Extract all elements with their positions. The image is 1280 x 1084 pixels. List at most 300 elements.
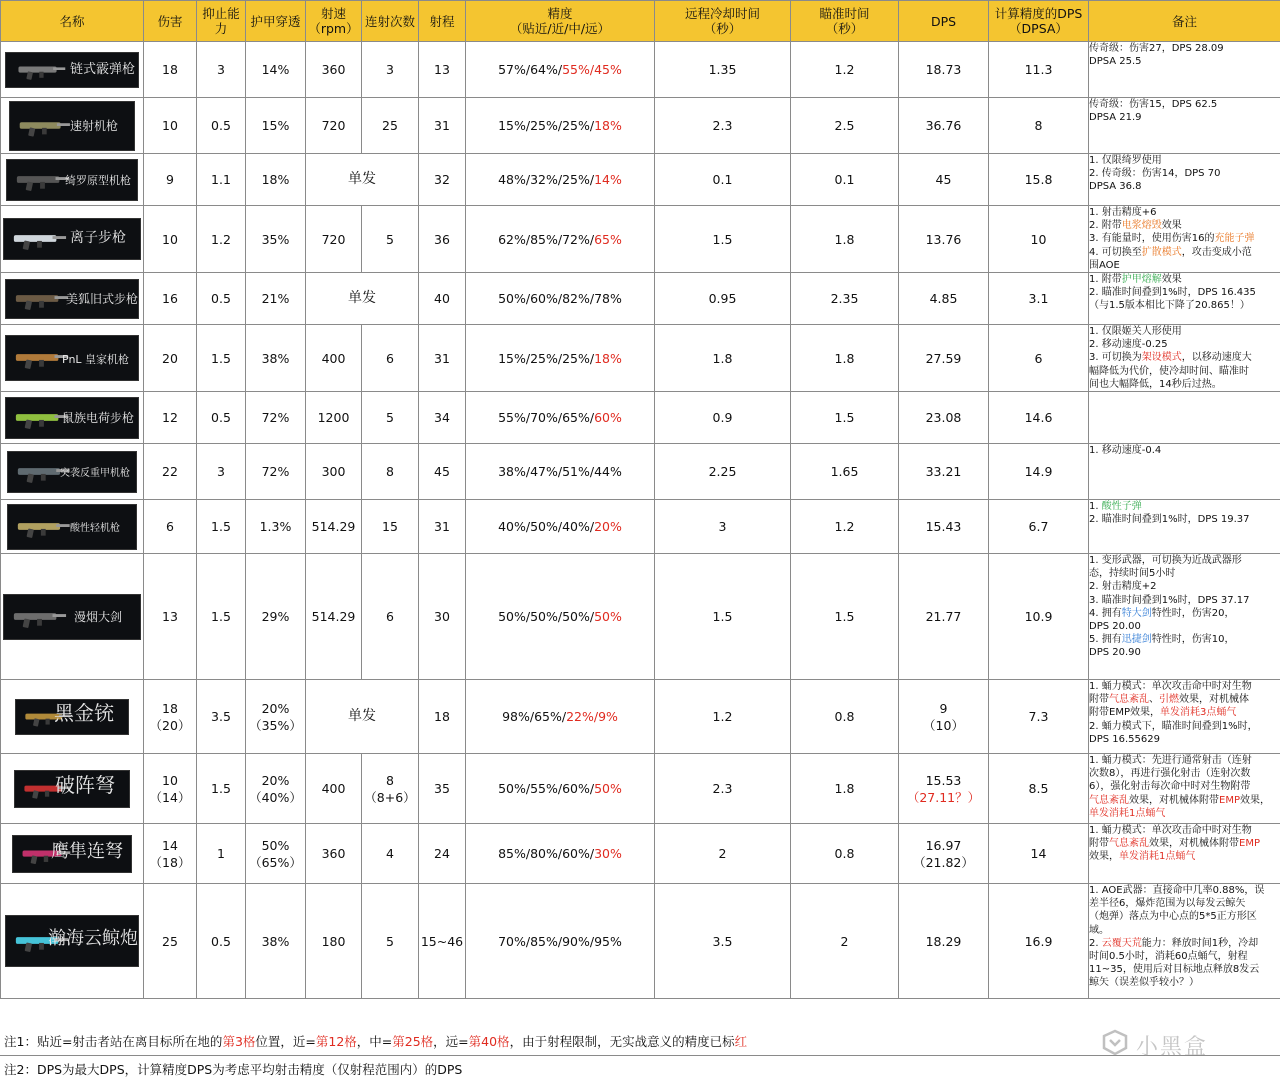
remark-line: 幅降低为代价，使冷却时间、瞄准时: [1089, 365, 1249, 377]
remark-line: 4. 拥有特大剑特性时，伤害20，: [1089, 607, 1235, 619]
aim-cell: [791, 42, 899, 98]
dps-cell-value: 36.76: [925, 118, 962, 133]
header-cooldown-title: 远程冷却时间: [684, 6, 760, 21]
dpsa-cell: [989, 206, 1089, 273]
rate-cell: [306, 884, 362, 999]
cooldown-cell: [655, 392, 791, 444]
dps-cell: [899, 273, 989, 325]
remark-cell: [1089, 392, 1280, 444]
dps-cell: [899, 500, 989, 554]
burst-cell-value: 6: [386, 609, 394, 625]
burst-cell: [362, 754, 419, 824]
aim-cell: [791, 680, 899, 754]
cooldown-cell-value: 3.5: [712, 933, 733, 949]
aim-cell-value: 1.5: [834, 609, 855, 625]
armor-cell: [246, 98, 306, 154]
range-cell: [419, 754, 466, 824]
damage-cell: [144, 206, 197, 273]
armor-cell-alt: （35%）: [249, 717, 302, 733]
remark-line: DPSA 21.9: [1089, 112, 1142, 124]
dps-cell: [899, 98, 989, 154]
weapon-image-cell: [1, 754, 144, 824]
dps-cell: [899, 754, 989, 824]
remark-line: 间也大幅降低，14秒后过热。: [1089, 378, 1222, 390]
accuracy-cell: 40%/50%/40%/20%: [466, 500, 655, 554]
remark-cell: [1089, 325, 1280, 392]
remark-line: 5. 拥有迅捷剑特性时，伤害10，: [1089, 634, 1235, 646]
remark-line: 效果，单发消耗1点蛹气: [1089, 851, 1196, 863]
armor-cell: [246, 680, 306, 754]
stopping-cell-value: 0.5: [211, 291, 231, 307]
damage-cell: [144, 273, 197, 325]
remark-line: 1. 酸性子弹: [1089, 501, 1142, 513]
stopping-cell: [197, 554, 246, 680]
stopping-cell-value: 1.5: [211, 350, 231, 366]
remark-line: 2. 蛹力模式下，瞄准时间叠到1%时，: [1089, 720, 1258, 732]
weapon-image: [3, 594, 141, 640]
remark-line: 围AOE: [1089, 259, 1120, 271]
armor-cell: [246, 42, 306, 98]
armor-cell: [246, 206, 306, 273]
table-row: [1, 680, 1280, 754]
range-cell-value: 31: [434, 519, 450, 535]
header-rate-title: 射速: [320, 6, 346, 21]
burst-cell: [362, 884, 419, 999]
dps-cell: [899, 680, 989, 754]
burst-cell: [362, 392, 419, 444]
remark-line: 1. 蛹力模式：单次攻击命中时对生物: [1089, 825, 1252, 837]
armor-cell-value: 1.3%: [259, 519, 292, 535]
dps-cell: [899, 444, 989, 500]
aim-cell-value: 1.8: [834, 231, 855, 247]
stopping-cell: [197, 325, 246, 392]
accuracy-cell: 55%/70%/65%/60%: [466, 392, 655, 444]
damage-cell-value: 10: [162, 772, 178, 788]
remark-line: 附带气息紊乱效果，对机械体附带EMP: [1089, 838, 1260, 850]
cooldown-cell: [655, 680, 791, 754]
dps-cell-alt: （10）: [923, 717, 964, 733]
dpsa-cell-value: 8.5: [1028, 781, 1049, 797]
range-cell: [419, 154, 466, 206]
stopping-cell: [197, 444, 246, 500]
dps-cell-value: 33.21: [925, 464, 962, 480]
remark-line: 传奇级：伤害15，DPS 62.5: [1089, 99, 1218, 110]
cooldown-cell: [655, 325, 791, 392]
remark-cell: [1089, 884, 1280, 999]
aim-cell: [791, 824, 899, 884]
dps-cell-value: 9: [939, 700, 948, 716]
rate-cell-value: 514.29: [311, 519, 356, 535]
rate-cell: [306, 554, 362, 680]
footnote-2: [0, 1057, 1280, 1084]
stopping-cell-value: 1.5: [211, 609, 231, 625]
cooldown-cell-value: 0.1: [712, 172, 733, 187]
footnote-1-text: 注1：贴近=射击者站在离目标所在地的第3格位置，近=第12格，中=第25格，远=第40格，由于射程限制，无实战意义的精度已标红: [4, 1034, 748, 1049]
burst-cell: [362, 206, 419, 273]
remark-cell: [1089, 754, 1280, 824]
remark-line: 11~35，使用后对目标地点释放8发云: [1089, 964, 1260, 976]
stopping-cell: [197, 98, 246, 154]
table-row: [1, 206, 1280, 273]
damage-cell: [144, 42, 197, 98]
remark-line: 6），强化射击每次命中时对生物附带: [1089, 781, 1251, 793]
dps-cell: [899, 42, 989, 98]
aim-cell: [791, 273, 899, 325]
weapon-name: 美狐旧式步枪: [66, 291, 139, 306]
burst-cell-value: 15: [382, 519, 398, 535]
range-cell-value: 18: [434, 709, 450, 725]
weapon-image-cell: [1, 884, 144, 999]
weapon-image-cell: [1, 824, 144, 884]
cooldown-cell-value: 2.3: [712, 118, 733, 133]
weapon-image-cell: [1, 392, 144, 444]
range-cell-value: 36: [434, 231, 450, 247]
header-aim: [791, 1, 899, 42]
dpsa-cell-value: 11.3: [1024, 62, 1053, 77]
burst-cell-alt: （8+6）: [364, 789, 416, 805]
remark-line: 2. 瞄准时间叠到1%时，DPS 19.37: [1089, 514, 1250, 526]
remark-line: 1. 变形武器，可切换为近战武器形: [1089, 555, 1242, 567]
cooldown-cell-value: 1.8: [712, 350, 733, 366]
cooldown-cell-value: 2.3: [712, 781, 733, 797]
rate-cell-value: 720: [321, 231, 346, 247]
remark-line: 态，持续时间5小时: [1089, 568, 1176, 580]
dpsa-cell: [989, 824, 1089, 884]
footnote-2-text: 注2：DPS为最大DPS，计算精度DPS为考虑平均射击精度（仅射程范围内）的DPS: [4, 1062, 463, 1077]
range-cell-value: 13: [434, 62, 450, 77]
damage-cell-alt: （20）: [149, 717, 191, 733]
remark-line: DPS 20.00: [1089, 621, 1141, 633]
armor-cell-alt: （40%）: [249, 789, 302, 805]
range-cell-value: 34: [434, 410, 450, 426]
range-cell-value: 40: [434, 291, 450, 307]
remark-cell: [1089, 154, 1280, 206]
remark-cell: [1089, 824, 1280, 884]
burst-cell: [362, 554, 419, 680]
remark-line: 附带EMP效果，单发消耗3点蛹气: [1089, 707, 1237, 719]
dpsa-cell: [989, 154, 1089, 206]
remark-line: 3. 瞄准时间叠到1%时，DPS 37.17: [1089, 594, 1250, 606]
aim-cell-value: 2.35: [830, 291, 859, 307]
aim-cell: [791, 554, 899, 680]
range-cell: [419, 824, 466, 884]
armor-cell: [246, 273, 306, 325]
weapon-name: 鹰隼连弩: [51, 840, 123, 862]
dps-cell: [899, 154, 989, 206]
remark-line: 附带气息紊乱、引燃效果，对机械体: [1089, 694, 1249, 706]
table-row: [1, 500, 1280, 554]
damage-cell: [144, 500, 197, 554]
remark-line: 2. 附带电浆熔毁效果: [1089, 220, 1182, 232]
range-cell-value: 35: [434, 781, 450, 797]
burst-cell-value: 6: [386, 350, 394, 366]
damage-cell-value: 9: [166, 172, 174, 187]
cooldown-cell: [655, 273, 791, 325]
aim-cell: [791, 884, 899, 999]
remark-line: （与1.5版本相比下降了20.865！）: [1089, 300, 1250, 312]
dps-cell-value: 45: [935, 172, 952, 187]
aim-cell-value: 1.2: [834, 62, 855, 77]
rate-cell-value: 180: [321, 933, 346, 949]
stopping-cell-value: 3: [217, 464, 225, 480]
header-damage: 伤害: [144, 1, 197, 42]
weapon-image: [5, 52, 139, 88]
range-cell: [419, 392, 466, 444]
cooldown-cell-value: 1.2: [712, 709, 733, 725]
aim-cell-value: 1.5: [834, 410, 855, 426]
remark-line: （炮弹）落点为中心点的5*5正方形区: [1089, 911, 1257, 923]
burst-cell-value: 5: [386, 410, 394, 426]
weapon-image: [5, 335, 139, 381]
dps-cell-alt: （21.82）: [913, 854, 974, 870]
dpsa-cell-value: 6.7: [1028, 519, 1049, 535]
dpsa-cell: [989, 273, 1089, 325]
damage-cell: [144, 554, 197, 680]
rate-cell-value: 300: [321, 464, 346, 480]
dps-cell: [899, 824, 989, 884]
burst-cell-value: 25: [382, 118, 398, 133]
remark-line: 时间0.5小时，消耗60点蛹气，射程: [1089, 951, 1248, 963]
stopping-cell-value: 1.2: [211, 231, 231, 247]
stopping-cell-value: 3: [217, 62, 225, 77]
header-row: [1, 1, 1280, 42]
weapon-image: [15, 699, 129, 735]
remark-line: 1. 仅限姬关人形使用: [1089, 326, 1182, 338]
armor-cell-value: 38%: [261, 933, 290, 949]
header-accuracy-title: 精度: [547, 6, 573, 21]
weapon-name: 黑金铳: [54, 700, 114, 725]
weapon-image: [14, 770, 130, 808]
dpsa-cell: [989, 884, 1089, 999]
remark-cell: [1089, 444, 1280, 500]
dps-cell-value: 18.29: [925, 933, 962, 949]
burst-cell: [362, 824, 419, 884]
range-cell: [419, 206, 466, 273]
aim-cell: [791, 98, 899, 154]
stopping-cell-value: 3.5: [211, 709, 231, 725]
accuracy-cell: 38%/47%/51%/44%: [466, 444, 655, 500]
armor-cell-value: 29%: [261, 609, 290, 625]
dps-cell-value: 21.77: [925, 609, 962, 625]
header-rate: [306, 1, 362, 42]
armor-cell-value: 20%: [261, 772, 290, 788]
rate-cell: [306, 392, 362, 444]
cooldown-cell-value: 1.5: [712, 609, 733, 625]
accuracy-cell: 62%/85%/72%/65%: [466, 206, 655, 273]
rate-cell: [306, 500, 362, 554]
range-cell-value: 30: [434, 609, 450, 625]
range-cell-value: 32: [434, 172, 450, 187]
watermark-text: 小黑盒: [1136, 1035, 1209, 1060]
rate-cell: [306, 824, 362, 884]
table-row: [1, 42, 1280, 98]
header-burst: 连射次数: [362, 1, 419, 42]
cooldown-cell: [655, 884, 791, 999]
armor-cell-value: 72%: [261, 410, 290, 426]
remark-line: DPSA 36.8: [1089, 181, 1142, 193]
remark-line: 1. 附带护甲熔解效果: [1089, 274, 1182, 286]
header-dpsa-unit: （DPSA）: [1009, 21, 1068, 36]
weapon-image: [7, 504, 137, 550]
remark-line: 1. 蛹力模式：单次攻击命中时对生物: [1089, 681, 1252, 693]
stopping-cell: [197, 680, 246, 754]
armor-cell-value: 21%: [261, 291, 290, 307]
armor-cell: [246, 754, 306, 824]
dpsa-cell: [989, 754, 1089, 824]
weapon-image-cell: [1, 444, 144, 500]
smoke-greatsword-icon: [10, 599, 68, 635]
rate-cell-value: 400: [321, 350, 346, 366]
armor-cell-value: 35%: [261, 231, 290, 247]
table-row: [1, 325, 1280, 392]
prototype-mg-icon: [13, 164, 71, 196]
armor-cell-value: 20%: [261, 700, 290, 716]
range-cell: [419, 554, 466, 680]
stopping-cell: [197, 42, 246, 98]
damage-cell-value: 25: [162, 933, 178, 949]
aim-cell-value: 0.8: [834, 709, 855, 725]
dpsa-cell-value: 10: [1030, 231, 1047, 247]
cooldown-cell-value: 1.5: [712, 231, 733, 247]
aim-cell-value: 0.8: [834, 846, 855, 862]
weapon-image-cell: [1, 42, 144, 98]
cooldown-cell: [655, 554, 791, 680]
damage-cell: [144, 325, 197, 392]
accuracy-cell: 48%/32%/25%/14%: [466, 154, 655, 206]
damage-cell-alt: （18）: [149, 854, 191, 870]
dpsa-cell: [989, 325, 1089, 392]
dpsa-cell: [989, 42, 1089, 98]
armor-cell: [246, 154, 306, 206]
remark-line: 差半径6，爆炸范围为以每发云鲸矢: [1089, 898, 1246, 910]
remark-cell: [1089, 500, 1280, 554]
accuracy-cell: 50%/55%/60%/50%: [466, 754, 655, 824]
remark-line: 域。: [1089, 924, 1109, 936]
armor-cell: [246, 444, 306, 500]
weapon-name: PnL 皇家机枪: [62, 352, 130, 366]
dpsa-cell: [989, 554, 1089, 680]
accuracy-cell: 15%/25%/25%/18%: [466, 325, 655, 392]
weapon-image: [5, 279, 139, 319]
cooldown-cell: [655, 154, 791, 206]
remark-cell: [1089, 42, 1280, 98]
header-aim-title: 瞄准时间: [819, 6, 870, 21]
aim-cell-value: 1.2: [834, 519, 855, 535]
remark-line: DPS 16.55629: [1089, 733, 1160, 745]
header-accuracy: [466, 1, 655, 42]
damage-cell-value: 18: [162, 62, 178, 77]
rate-cell-value: 514.29: [311, 609, 356, 625]
range-cell: [419, 98, 466, 154]
burst-cell: [362, 98, 419, 154]
dps-cell: [899, 325, 989, 392]
weapon-image-cell: [1, 273, 144, 325]
aim-cell: [791, 754, 899, 824]
footnote-1: [0, 1028, 1280, 1056]
header-cooldown: [655, 1, 791, 42]
weapon-name: 链式霰弹枪: [70, 62, 136, 77]
dpsa-cell: [989, 680, 1089, 754]
dps-cell-value: 23.08: [925, 410, 962, 426]
burst-cell-value: 8: [386, 772, 394, 788]
weapon-image-cell: [1, 554, 144, 680]
remark-line: 2. 移动速度-0.25: [1089, 339, 1168, 351]
armor-cell: [246, 392, 306, 444]
damage-cell-value: 18: [162, 700, 178, 716]
damage-cell: [144, 98, 197, 154]
header-accuracy-unit: （贴近/近/中/远）: [509, 21, 611, 36]
armor-cell: [246, 554, 306, 680]
remark-line: 气息紊乱效果，对机械体附带EMP效果，: [1089, 794, 1270, 806]
damage-cell: [144, 754, 197, 824]
aim-cell: [791, 325, 899, 392]
dpsa-cell-value: 14.6: [1024, 410, 1053, 426]
dps-cell: [899, 392, 989, 444]
dps-cell-value: 15.53: [925, 772, 962, 788]
armor-cell-value: 72%: [261, 464, 290, 480]
header-dpsa: [989, 1, 1089, 42]
stopping-cell: [197, 273, 246, 325]
damage-cell-value: 12: [162, 410, 178, 426]
weapon-image: [5, 915, 139, 967]
dpsa-cell: [989, 392, 1089, 444]
remark-line: 2. 传奇级：伤害14，DPS 70: [1089, 168, 1221, 180]
remark-cell: [1089, 273, 1280, 325]
rate-cell: 单发: [306, 680, 419, 754]
remark-cell: [1089, 206, 1280, 273]
damage-cell: [144, 680, 197, 754]
remark-line: 2. 云覆天荒能力：释放时间1秒，冷却: [1089, 937, 1259, 949]
table-body: [1, 42, 1280, 999]
remark-line: 1. 移动速度-0.4: [1089, 445, 1162, 457]
rate-cell: [306, 206, 362, 273]
header-dps: DPS: [899, 1, 989, 42]
range-cell: [419, 444, 466, 500]
range-cell: [419, 42, 466, 98]
cooldown-cell-value: 0.95: [708, 291, 737, 307]
burst-cell-value: 4: [386, 846, 394, 862]
weapon-name: 漫烟大剑: [74, 609, 123, 624]
armor-cell: [246, 325, 306, 392]
range-cell: [419, 500, 466, 554]
header-dpsa-title: 计算精度的DPS: [994, 6, 1083, 21]
aim-cell-value: 0.1: [834, 172, 855, 187]
stopping-cell-value: 1.1: [211, 172, 231, 187]
header-stopping: 抑止能力: [197, 1, 246, 42]
dpsa-cell-value: 10.9: [1024, 609, 1053, 625]
rate-cell: [306, 325, 362, 392]
acid-lmg-icon: [14, 509, 72, 545]
dpsa-cell-value: 8: [1034, 118, 1043, 133]
burst-cell-value: 5: [386, 933, 394, 949]
dps-cell: [899, 554, 989, 680]
weapon-name: 瀚海云鲸炮: [48, 928, 138, 950]
damage-cell-value: 6: [166, 519, 174, 535]
weapon-image-cell: [1, 680, 144, 754]
burst-cell: [362, 444, 419, 500]
cooldown-cell-value: 3: [718, 519, 727, 535]
cooldown-cell-value: 1.35: [708, 62, 737, 77]
header-rate-unit: （rpm）: [308, 21, 359, 36]
old-rifle-icon: [12, 284, 70, 314]
burst-cell: [362, 500, 419, 554]
weapon-image: [12, 835, 132, 873]
weapon-image: [5, 397, 139, 439]
dps-cell-value: 13.76: [925, 231, 962, 247]
cooldown-cell: [655, 206, 791, 273]
table-row: [1, 884, 1280, 999]
armor-cell: [246, 500, 306, 554]
